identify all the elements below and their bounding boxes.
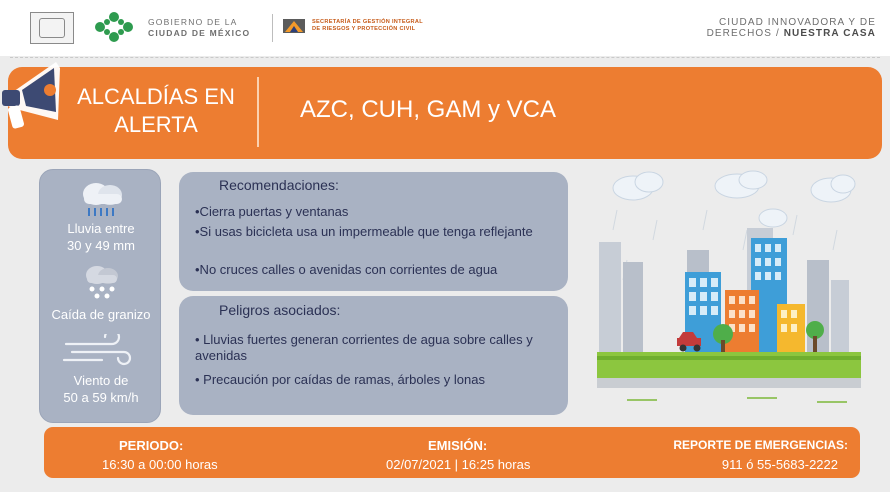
- emergency-phone[interactable]: 911 ó 55-5683-2222: [721, 457, 838, 472]
- recommendation-item: •Cierra puertas y ventanas: [195, 204, 349, 219]
- cdmx-dots-logo: [90, 11, 138, 43]
- period-label: PERIODO:: [119, 438, 184, 453]
- slogan-line-2: [707, 28, 876, 39]
- wind-icon: [62, 334, 140, 368]
- conditions-panel: [39, 169, 161, 423]
- rainy-city-illustration: [597, 170, 861, 406]
- slogan-line-2b: NUESTRA CASA: [783, 28, 876, 39]
- megaphone-icon: [0, 60, 64, 138]
- alert-title-line-2: ALERTA: [114, 112, 198, 137]
- emission-label: EMISIÓN:: [428, 438, 488, 453]
- danger-item: • Lluvias fuertes generan corrientes de agua sobre calles y avenidas: [195, 332, 533, 363]
- header-bar: [0, 0, 890, 56]
- sgir-title: [312, 19, 423, 33]
- alert-title-line-1: ALCALDÍAS EN: [77, 84, 235, 109]
- recommendation-item: •No cruces calles o avenidas con corrientes de agua: [195, 262, 498, 277]
- hail-cloud-icon: [80, 260, 124, 300]
- alert-title: [58, 83, 254, 139]
- slogan: [707, 17, 876, 39]
- recommendation-item: •Si usas bicicleta usa un impermeable que tenga reflejante: [195, 224, 533, 239]
- sgir-line-1: SECRETARÍA DE GESTIÓN INTEGRAL: [312, 19, 423, 25]
- wind-line-2: 50 a 59 km/h: [63, 390, 139, 405]
- slogan-line-1: CIUDAD INNOVADORA Y DE: [718, 17, 876, 28]
- hail-label: Caída de granizo: [51, 307, 151, 322]
- cdmx-shield-logo: [30, 12, 74, 44]
- emission-value: 02/07/2021 | 16:25 horas: [386, 457, 531, 472]
- footer-bar: [44, 427, 860, 478]
- dangers-title: Peligros asociados:: [219, 302, 341, 318]
- wind-label: [40, 372, 162, 406]
- emergency-label: REPORTE DE EMERGENCIAS:: [673, 438, 848, 452]
- gov-line-2: CIUDAD DE MÉXICO: [148, 28, 251, 38]
- dangers-panel: [179, 296, 568, 415]
- gov-title: [148, 17, 250, 39]
- sgir-logo: [283, 19, 305, 33]
- period-value: 16:30 a 00:00 horas: [102, 457, 218, 472]
- recommendations-panel: [179, 172, 568, 291]
- sgir-line-2: DE RIESGOS Y PROTECCIÓN CIVIL: [312, 26, 416, 32]
- alcaldias-list: AZC, CUH, GAM y VCA: [300, 96, 557, 123]
- danger-item: • Precaución por caídas de ramas, árboles y lonas: [195, 372, 485, 387]
- rain-line-1: Lluvia entre: [67, 221, 135, 236]
- rain-cloud-icon: [76, 178, 128, 218]
- banner-divider: [257, 77, 259, 147]
- wind-line-1: Viento de: [73, 373, 129, 388]
- recommendations-title: Recomendaciones:: [219, 177, 339, 193]
- rain-label: [40, 220, 162, 254]
- header-divider: [272, 14, 273, 42]
- rain-line-2: 30 y 49 mm: [67, 238, 135, 253]
- gov-line-1: GOBIERNO DE LA: [148, 17, 238, 27]
- slogan-line-2a: DERECHOS /: [706, 28, 784, 39]
- header-separator: [10, 57, 880, 58]
